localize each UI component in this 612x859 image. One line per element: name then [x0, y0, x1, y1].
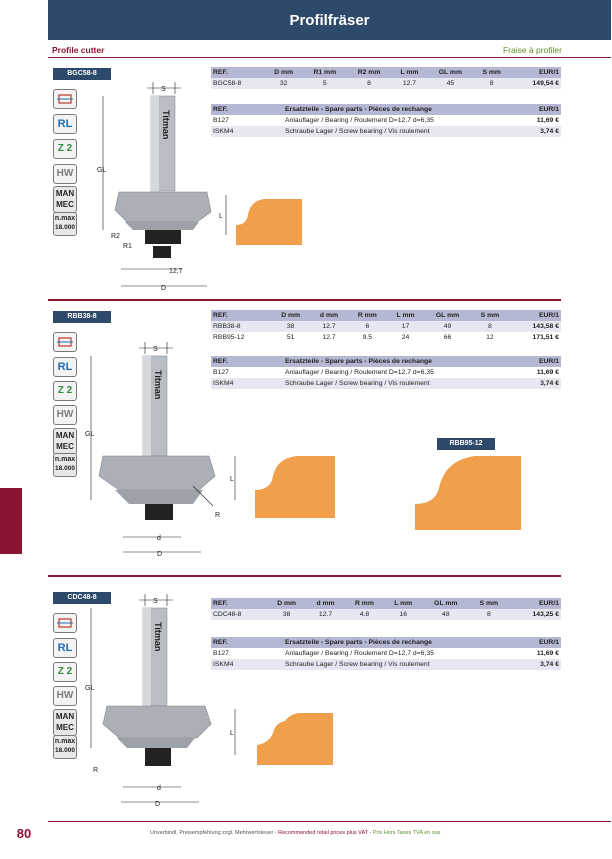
mec-label: MEC [56, 200, 74, 209]
product-code-tag: BGC58-8 [53, 68, 111, 80]
nmax-icon [53, 735, 77, 759]
col-header: GL mm [422, 598, 469, 609]
table-cell: 5 [303, 78, 347, 89]
table-cell: 171,51 € [532, 334, 559, 341]
col-header: GL mm [428, 67, 473, 78]
col-header: L mm [391, 67, 428, 78]
table-cell: 11,69 € [536, 117, 559, 124]
profile-shape-2 [225, 448, 335, 518]
table-cell: 143,58 € [509, 321, 561, 332]
table-cell: 12.7 [391, 78, 428, 89]
table-row [211, 78, 561, 89]
brand-logo: Titman [161, 110, 171, 140]
table-cell: Schraube Lager / Screw bearing / Vis roulement [283, 126, 520, 137]
table-cell: 38 [267, 609, 307, 620]
product-code-tag: CDC48-8 [53, 592, 111, 604]
col-header: EUR/1 [510, 67, 561, 78]
footer-text-de: Unverbindl. Preisempfehlung zzgl. Mehrwertsteuer - [150, 830, 279, 836]
man-mec-icon [53, 709, 77, 736]
footer-text-en: Recommended retail prices plus VAT - [278, 830, 373, 836]
col-header: EUR/1 [520, 637, 561, 648]
table-cell: 3,74 € [520, 378, 561, 389]
col-header: Ersatzteile - Spare parts - Pièces de rechange [283, 104, 520, 115]
table-cell: 12.7 [310, 321, 348, 332]
table-cell: 8 [347, 78, 391, 89]
table-cell: 12.7 [322, 334, 336, 341]
table-cell: 12 [486, 334, 494, 341]
table-cell: 17 [387, 321, 424, 332]
hw-icon: HW [53, 686, 77, 706]
rotation-direction-icon [53, 332, 77, 352]
rl-icon: RL [53, 114, 77, 134]
page-header [48, 0, 611, 40]
col-header: REF. [211, 67, 265, 78]
man-label: MAN [55, 189, 75, 198]
profile-shape-2b [413, 452, 523, 532]
man-mec-icon [53, 428, 77, 455]
col-header: d mm [310, 310, 348, 321]
table-cell: 8 [471, 321, 509, 332]
table-cell: 143,25 € [508, 609, 561, 620]
table-cell: ISKM4 [211, 378, 283, 389]
col-header: REF. [211, 356, 283, 367]
nmax-label: n.max [54, 456, 76, 463]
cutter-drawing-2 [85, 340, 225, 565]
table-cell: 8 [473, 78, 510, 89]
table-row [211, 115, 561, 126]
col-header: S mm [469, 598, 508, 609]
dim-d-label: D [161, 285, 167, 292]
table-cell: ISKM4 [211, 126, 283, 137]
rotation-direction-icon [53, 613, 77, 633]
col-header: EUR/1 [509, 310, 561, 321]
table-cell: 4.8 [345, 609, 385, 620]
profile-l-label: L [219, 213, 223, 220]
nmax-value: 18.000 [55, 747, 75, 754]
table-cell: 11,69 € [536, 650, 559, 657]
col-header: D mm [265, 67, 303, 78]
table-cell: 49 [424, 321, 470, 332]
dim-r2-label: R2 [111, 233, 120, 240]
mec-label: MEC [56, 723, 74, 732]
table-cell: ISKM4 [211, 659, 283, 670]
col-header: S mm [471, 310, 509, 321]
table-cell: 48 [422, 609, 469, 620]
z2-icon: Z 2 [53, 662, 77, 682]
col-header: R mm [348, 310, 387, 321]
dim-d-label: D [157, 551, 163, 558]
col-header: REF. [211, 310, 271, 321]
profile-shape-1 [218, 185, 308, 250]
col-header: EUR/1 [520, 104, 561, 115]
table-cell: BGC58-8 [211, 78, 265, 89]
col-header: d mm [306, 598, 344, 609]
dim-s-label: S [161, 86, 166, 93]
man-label: MAN [55, 712, 75, 721]
section-divider [48, 575, 561, 577]
dim-127-label: 12,7 [169, 268, 183, 275]
table-cell: B127 [213, 117, 229, 124]
dim-gl-label: GL [97, 167, 107, 174]
nmax-icon [53, 453, 77, 477]
spare-table-1 [211, 104, 561, 137]
table-row [211, 378, 561, 389]
product-code-tag: RBB38-8 [53, 311, 111, 323]
z2-icon: Z 2 [53, 381, 77, 401]
rl-icon: RL [53, 357, 77, 377]
table-cell: 3,74 € [520, 126, 561, 137]
table-cell: 149,54 € [510, 78, 561, 89]
col-header: EUR/1 [520, 356, 561, 367]
spare-table-2 [211, 356, 561, 389]
table-row [211, 367, 561, 378]
table-cell: CDC48-8 [211, 609, 267, 620]
col-header: Ersatzteile - Spare parts - Pièces de rechange [283, 356, 520, 367]
col-header: D mm [267, 598, 307, 609]
cutter-drawing-3 [85, 592, 220, 812]
page-number: 80 [16, 826, 32, 841]
subtitle-french: Fraise à profiler [502, 45, 562, 55]
dim-s-label: S [153, 346, 158, 353]
nmax-icon [53, 212, 77, 236]
spec-table-2 [211, 310, 561, 343]
table-row [211, 321, 561, 332]
mec-label: MEC [56, 442, 74, 451]
rotation-direction-icon [53, 89, 77, 109]
cutter-drawing-1 [95, 80, 215, 295]
table-cell: 11,69 € [536, 369, 559, 376]
profile-shape-3 [225, 703, 335, 768]
col-header: R mm [345, 598, 385, 609]
nmax-label: n.max [54, 738, 76, 745]
col-header: D mm [271, 310, 310, 321]
spec-table-3 [211, 598, 561, 620]
dim-gl-label: GL [85, 685, 95, 692]
variant-code-tag: RBB95-12 [437, 438, 495, 450]
table-cell: Anlauflager / Bearing / Roulement D=12,7 d=6,35 [285, 369, 434, 376]
dim-r-label: R [215, 512, 221, 519]
table-cell: 45 [428, 78, 473, 89]
table-cell: 16 [384, 609, 422, 620]
dim-r-label: R [93, 767, 99, 774]
nmax-value: 18.000 [55, 224, 75, 231]
col-header: L mm [384, 598, 422, 609]
nmax-value: 18.000 [55, 465, 75, 472]
table-row [211, 659, 561, 670]
col-header: Ersatzteile - Spare parts - Pièces de rechange [283, 637, 520, 648]
table-cell: Anlauflager / Bearing / Roulement D=12,7 d=6,35 [285, 117, 434, 124]
z2-icon: Z 2 [53, 139, 77, 159]
table-row [211, 126, 561, 137]
nmax-label: n.max [54, 215, 76, 222]
footer-divider [48, 821, 611, 822]
table-cell: 8 [469, 609, 508, 620]
table-cell: Anlauflager / Bearing / Roulement D=12,7 d=6,35 [285, 650, 434, 657]
table-cell: 32 [265, 78, 303, 89]
section-divider [48, 299, 561, 301]
table-cell: 51 [286, 334, 295, 341]
subtitle-english: Profile cutter [52, 45, 105, 55]
spec-table-1 [211, 67, 561, 89]
col-header: S mm [473, 67, 510, 78]
dim-s-label: S [153, 598, 158, 605]
col-header: GL mm [424, 310, 470, 321]
table-cell: RBB38-8 [211, 321, 271, 332]
table-row [211, 648, 561, 659]
table-cell: 6 [348, 321, 387, 332]
col-header: R2 mm [347, 67, 391, 78]
dim-gl-label: GL [85, 431, 95, 438]
table-cell: 3,74 € [520, 659, 561, 670]
table-row [211, 609, 561, 620]
col-header: EUR/1 [508, 598, 561, 609]
profile-l-label: L [230, 730, 234, 737]
col-header: R1 mm [303, 67, 347, 78]
table-cell: B127 [213, 650, 229, 657]
table-cell: 38 [271, 321, 310, 332]
table-cell: 9.5 [362, 334, 373, 341]
footer-text-fr: Prix Hors Taxes TVA en sus [372, 830, 441, 836]
footer-disclaimer [150, 830, 440, 836]
table-cell: RBB95-12 [213, 334, 245, 341]
col-header: L mm [387, 310, 424, 321]
table-cell: 66 [443, 334, 452, 341]
col-header: REF. [211, 598, 267, 609]
brand-logo: Titman [153, 370, 163, 400]
rl-icon: RL [53, 638, 77, 658]
table-cell: 12.7 [306, 609, 344, 620]
profile-l-label: L [230, 476, 234, 483]
brand-logo: Titman [153, 622, 163, 652]
dim-r1-label: R1 [123, 243, 132, 250]
hw-icon: HW [53, 405, 77, 425]
table-row [211, 332, 561, 343]
table-cell: B127 [213, 369, 229, 376]
page-title: Profilfräser [289, 12, 370, 29]
dim-dsmall-label: d [157, 535, 161, 542]
spare-table-3 [211, 637, 561, 670]
col-header: REF. [211, 637, 283, 648]
man-label: MAN [55, 431, 75, 440]
table-cell: Schraube Lager / Screw bearing / Vis roulement [283, 378, 520, 389]
table-cell: Schraube Lager / Screw bearing / Vis roulement [283, 659, 520, 670]
header-divider [48, 57, 611, 58]
dim-d-label: D [155, 801, 161, 808]
col-header: REF. [211, 104, 283, 115]
chapter-side-tab [0, 488, 22, 554]
table-cell: 24 [401, 334, 410, 341]
dim-dsmall-label: d [157, 785, 161, 792]
man-mec-icon [53, 186, 77, 213]
hw-icon: HW [53, 164, 77, 184]
